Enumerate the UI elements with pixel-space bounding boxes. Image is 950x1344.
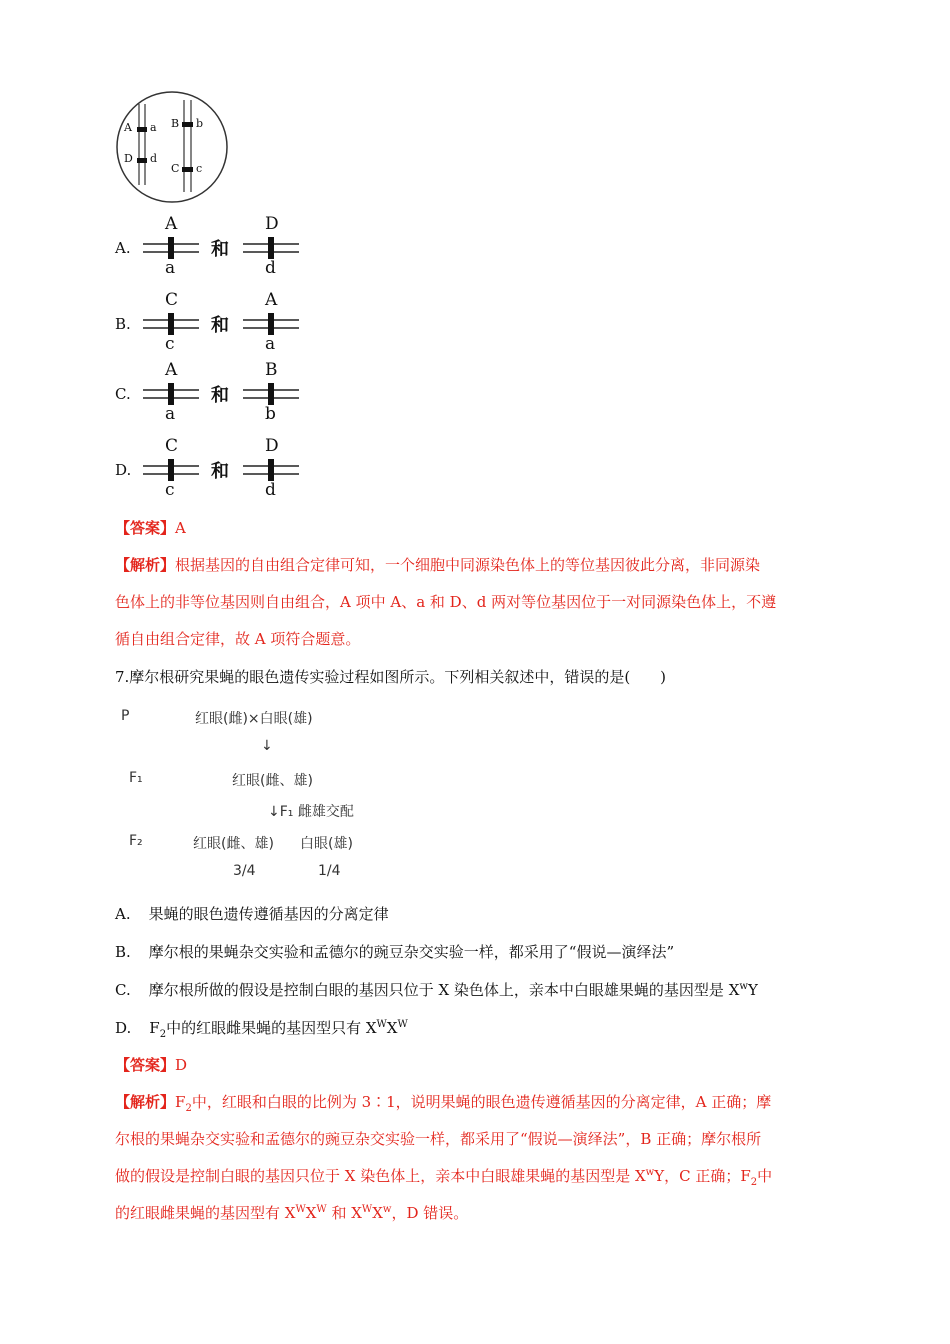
answer-tag: 【答案】 xyxy=(115,1056,176,1074)
gene-bottom-label: a xyxy=(165,258,176,278)
analysis-line: 做的假设是控制白眼的基因只位于 X 染色体上，亲本中白眼雄果蝇的基因型是 $X^wY$，C 正确；$F_2$中 xyxy=(115,1167,773,1188)
cell-gene-A: A xyxy=(124,121,132,134)
option-label: D. xyxy=(115,461,132,479)
q7-option-a: A. 果蝇的眼色遗传遵循基因的分离定律 xyxy=(115,905,389,923)
gene-top-label: D xyxy=(265,436,279,456)
option-label: C. xyxy=(115,385,131,403)
gene-top-label: D xyxy=(265,214,279,234)
cell-gene-D: D xyxy=(124,152,133,165)
cell-gene-c: c xyxy=(196,162,203,175)
join-word: 和 xyxy=(211,461,229,482)
gene-bottom-label: c xyxy=(165,334,175,354)
analysis-tag: 【解析】 xyxy=(115,556,176,574)
cell-gene-a: a xyxy=(150,121,157,134)
cross-p-text: 红眼(雌)×白眼(雄) xyxy=(195,711,313,727)
gene-bottom-label: c xyxy=(165,480,175,500)
cross-f2-white: 白眼(雄) xyxy=(300,836,353,852)
gene-top-label: A xyxy=(265,290,278,310)
cell-gene-B: B xyxy=(171,117,180,130)
option-label: B. xyxy=(115,315,131,333)
cross-f1-text: 红眼(雌、雄) xyxy=(232,773,313,789)
join-word: 和 xyxy=(211,385,229,406)
answer-value: D xyxy=(175,1056,188,1074)
cell-gene-b: b xyxy=(196,117,204,130)
cross-f2-red: 红眼(雌、雄) xyxy=(193,836,274,852)
gene-bottom-label: a xyxy=(265,334,276,354)
cross-f1-label: F₁ xyxy=(129,770,143,786)
analysis-line: 尔根的果蝇杂交实验和孟德尔的豌豆杂交实验一样，都采用了“假说—演绎法”，B 正确；摩尔根所 xyxy=(115,1130,762,1148)
option-label: A. xyxy=(115,239,131,257)
q7-answer xyxy=(115,1055,187,1075)
gene-top-label: C xyxy=(165,436,179,456)
gene-top-label: B xyxy=(265,360,278,380)
cell-diagram-svg xyxy=(115,90,230,205)
q7-option-b: B. 摩尔根的果蝇杂交实验和孟德尔的豌豆杂交实验一样，都采用了“假说—演绎法” xyxy=(115,943,675,961)
analysis-line: 【解析】$F_2$中，红眼和白眼的比例为 3∶1，说明果蝇的眼色遗传遵循基因的分离定律，A 正确；摩 xyxy=(115,1093,772,1114)
gene-top-label: C xyxy=(165,290,179,310)
gene-top-label: A xyxy=(165,360,178,380)
cell-gene-C: C xyxy=(171,162,180,175)
q6-option-row xyxy=(115,290,315,358)
q7-stem: 7.摩尔根研究果蝇的眼色遗传实验过程如图所示。下列相关叙述中，错误的是( ) xyxy=(115,668,667,686)
cell-diagram xyxy=(115,90,230,205)
gene-bottom-label: a xyxy=(165,404,176,424)
cross-diagram xyxy=(115,700,415,890)
cross-p-label: P xyxy=(121,708,130,724)
analysis-line: 循自由组合定律，故 A 项符合题意。 xyxy=(115,630,361,648)
q6-answer xyxy=(115,518,186,538)
q6-option-row xyxy=(115,436,315,504)
analysis-line: 【解析】根据基因的自由组合定律可知，一个细胞中同源染色体上的等位基因彼此分离，非同源染 xyxy=(115,556,761,574)
gene-bottom-label: d xyxy=(265,480,276,500)
cross-f2-label: F₂ xyxy=(129,833,143,849)
q6-analysis xyxy=(115,547,837,658)
analysis-tag: 【解析】 xyxy=(115,1093,176,1111)
cross-ratio-white: 1/4 xyxy=(318,863,341,879)
cell-gene-d: d xyxy=(150,152,158,165)
cross-arrow-1: ↓ xyxy=(261,738,273,754)
answer-value: A xyxy=(175,519,186,537)
answer-tag: 【答案】 xyxy=(115,519,176,537)
gene-bottom-label: b xyxy=(265,404,276,424)
q7-option-c: C. 摩尔根所做的假设是控制白眼的基因只位于 X 染色体上，亲本中白眼雄果蝇的基因型是 $X^wY$ xyxy=(115,981,758,999)
cross-arrow-2: ↓F₁ 雌雄交配 xyxy=(268,804,354,820)
q6-option-row xyxy=(115,214,315,282)
q7-analysis xyxy=(115,1084,837,1232)
q7-option-d: D. $F_2$中的红眼雌果蝇的基因型只有 $X^WX^W$ xyxy=(115,1019,408,1040)
gene-top-label: A xyxy=(165,214,178,234)
q6-option-row xyxy=(115,360,315,428)
join-word: 和 xyxy=(211,239,229,260)
gene-bottom-label: d xyxy=(265,258,276,278)
analysis-line: 色体上的非等位基因则自由组合，A 项中 A、a 和 D、d 两对等位基因位于一对同源染色体上，不遵 xyxy=(115,593,777,611)
cross-ratio-red: 3/4 xyxy=(233,863,256,879)
analysis-line: 的红眼雌果蝇的基因型有 $X^WX^W$ 和 $X^WX^w$，D 错误。 xyxy=(115,1204,469,1222)
join-word: 和 xyxy=(211,315,229,336)
